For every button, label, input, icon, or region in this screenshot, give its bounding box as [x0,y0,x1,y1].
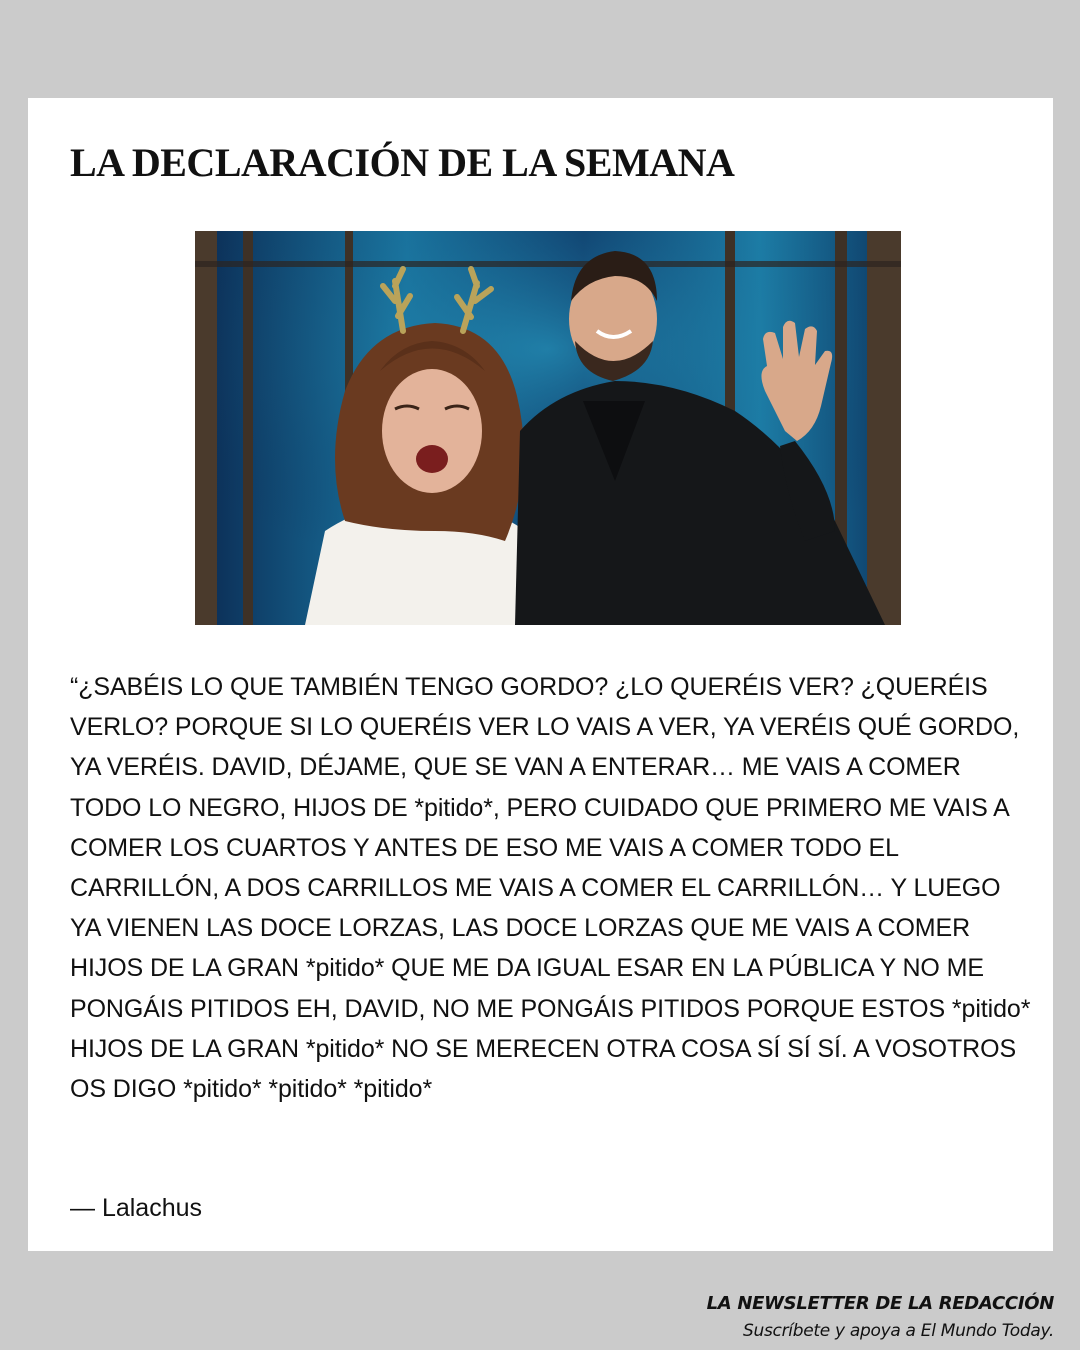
quote-author: — Lalachus [70,1194,203,1222]
photo [195,231,901,625]
card-title: LA DECLARACIÓN DE LA SEMANA [70,140,735,185]
newsletter-footer [707,1290,1054,1344]
quote-text: “¿SABÉIS LO QUE TAMBIÉN TENGO GORDO? ¿LO QUERÉIS VER? ¿QUERÉIS VERLO? PORQUE SI LO QUERÉIS VER LO VAIS A VER, YA VERÉIS QUÉ GORDO, YA VERÉIS. DAVID, DÉJAME, QUE SE VAN A ENTERAR… ME VAIS A COMER TODO LO NEGRO, HIJOS DE *pitido*, PERO CUIDADO QUE PRIMERO ME VAIS A COMER LOS CUARTOS Y ANTES DE ESO ME VAIS A COMER TODO EL CARRILLÓN, A DOS CARRILLOS ME VAIS A COMER EL CARRILLÓN… Y LUEGO YA VIENEN LAS DOCE LORZAS, LAS DOCE LORZAS QUE ME VAIS A COMER HIJOS DE LA GRAN *pitido* QUE ME DA IGUAL ESAR EN LA PÚBLICA Y NO ME PONGÁIS PITIDOS EH, DAVID, NO ME PONGÁIS PITIDOS PORQUE ESTOS *pitido* HIJOS DE LA GRAN *pitido* NO SE MERECEN OTRA COSA SÍ SÍ SÍ. A VOSOTROS OS DIGO *pitido* *pitido* *pitido* [70,673,1031,1104]
quote-card [28,98,1053,1251]
newsletter-title: LA NEWSLETTER DE LA REDACCIÓN [706,1293,1054,1314]
newsletter-subtitle: Suscríbete y apoya a El Mundo Today. [743,1321,1054,1341]
